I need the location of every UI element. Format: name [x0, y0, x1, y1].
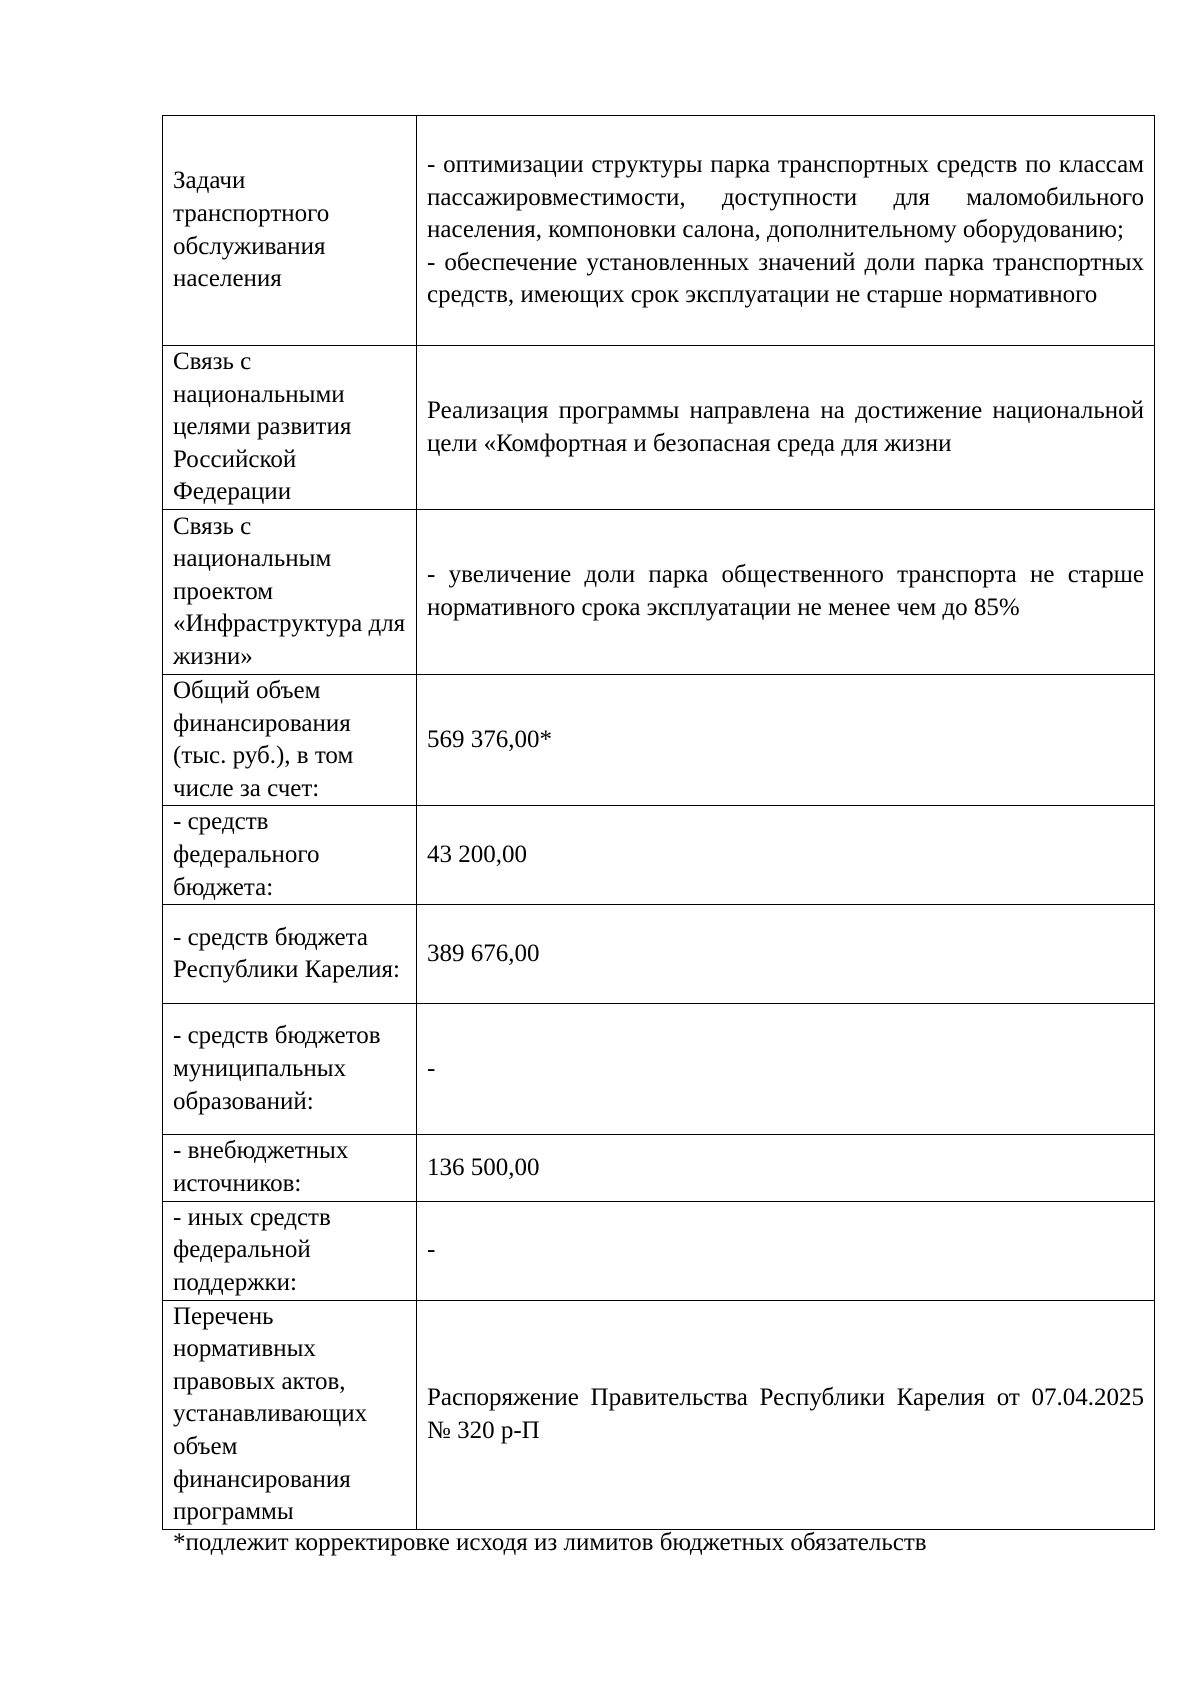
- row-value: 136 500,00: [417, 1135, 1155, 1201]
- table-row: [163, 346, 1155, 510]
- row-label: - средств бюджетов муниципальных образований:: [163, 1004, 417, 1135]
- table-row: [163, 510, 1155, 675]
- row-value: - увеличение доли парка общественного транспорта не старше нормативного срока эксплуатации не менее чем до 85%: [417, 510, 1155, 675]
- row-label: Связь с национальным проектом «Инфраструктура для жизни»: [163, 510, 417, 675]
- row-value: 569 376,00*: [417, 675, 1155, 806]
- row-value: -: [417, 1004, 1155, 1135]
- row-value: 389 676,00: [417, 905, 1155, 1004]
- program-passport-table: [162, 115, 1155, 1530]
- row-label: - средств федерального бюджета:: [163, 806, 417, 905]
- table-row: [163, 1135, 1155, 1201]
- value-paragraph: - обеспечение установленных значений доли парка транспортных средств, имеющих срок эксплуатации не старше нормативного: [427, 248, 1144, 309]
- row-label: Связь с национальными целями развития Российской Федерации: [163, 346, 417, 510]
- table-row: [163, 1201, 1155, 1300]
- table-row: [163, 806, 1155, 905]
- table-row: [163, 675, 1155, 806]
- row-label: - иных средств федеральной поддержки:: [163, 1201, 417, 1300]
- table-row: [163, 116, 1155, 346]
- row-value: 43 200,00: [417, 806, 1155, 905]
- row-label: Задачи транспортного обслуживания населения: [163, 116, 417, 346]
- row-label: Общий объем финансирования (тыс. руб.), в том числе за счет:: [163, 675, 417, 806]
- table-row: [163, 1300, 1155, 1529]
- row-value: Распоряжение Правительства Республики Карелия от 07.04.2025 № 320 р-П: [417, 1300, 1155, 1529]
- table-row: [163, 905, 1155, 1004]
- row-label: - средств бюджета Республики Карелия:: [163, 905, 417, 1004]
- row-value: [417, 116, 1155, 346]
- row-value: -: [417, 1201, 1155, 1300]
- footnote: *подлежит корректировке исходя из лимитов бюджетных обязательств: [173, 1529, 927, 1556]
- row-label: - внебюджетных источников:: [163, 1135, 417, 1201]
- table-row: [163, 1004, 1155, 1135]
- value-paragraph: - оптимизации структуры парка транспортных средств по классам пассажировместимости, доступности для маломобильного населения, компоновки салона, дополнительному оборудованию;: [427, 151, 1144, 244]
- row-value: Реализация программы направлена на достижение национальной цели «Комфортная и безопасная среда для жизни: [417, 346, 1155, 510]
- row-label: Перечень нормативных правовых актов, устанавливающих объем финансирования программы: [163, 1300, 417, 1529]
